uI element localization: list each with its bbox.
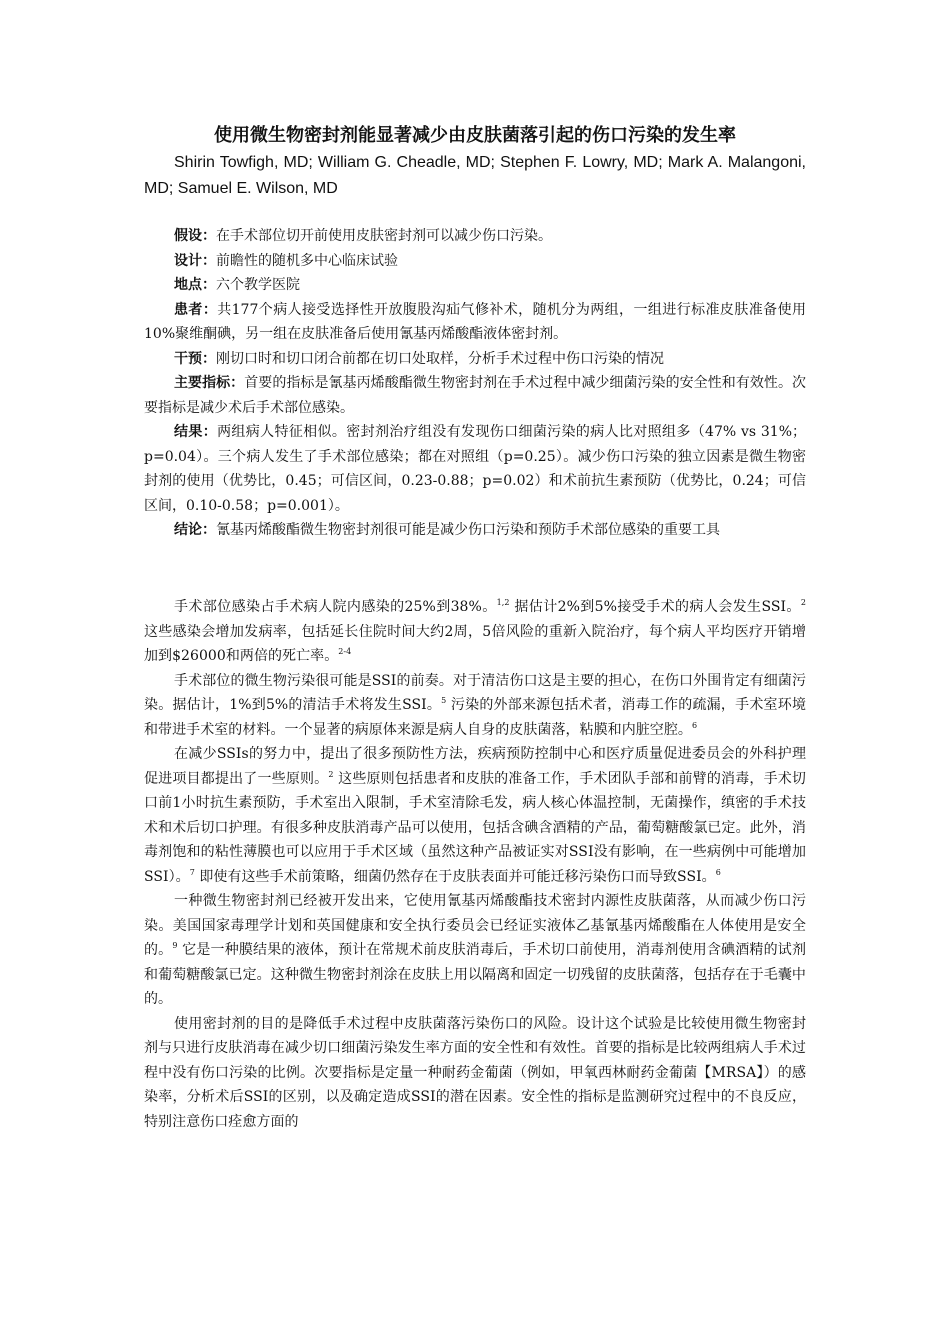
citation-superscript: 2-4 <box>338 647 352 656</box>
body-text-run: 在减少SSIs的努力中，提出了很多预防性方法，疾病预防控制中心和医疗质量促进委员会的外科护理促进项目都提出了一些原则。 <box>144 746 806 787</box>
body-text-run: 手术部位感染占手术病人院内感染的25%到38%。 <box>174 599 497 615</box>
abstract-label: 结果： <box>174 424 218 440</box>
body-paragraph <box>144 889 806 1012</box>
body-paragraph <box>144 742 806 889</box>
abstract-label: 假设： <box>174 228 216 244</box>
abstract-text: 六个教学医院 <box>216 277 300 293</box>
paper-title: 使用微生物密封剂能显著减少由皮肤菌落引起的伤口污染的发生率 <box>214 125 736 146</box>
body-text-run: 使用密封剂的目的是降低手术过程中皮肤菌落污染伤口的风险。设计这个试验是比较使用微生物密封剂与只进行皮肤消毒在减少切口细菌污染发生率方面的安全性和有效性。首要的指标是比较两组病人手术过程中没有伤口污染的比例。次要指标是定量一种耐药金葡菌（例如，甲氧西林耐药金葡菌【MRSA】）的感染率，分析术后SSI的区别，以及确定造成SSI的潜在因素。安全性的指标是监测研究过程中的不良反应，特别注意伤口痊愈方面的 <box>144 1015 806 1130</box>
abstract-text: 前瞻性的随机多中心临床试验 <box>216 252 398 269</box>
abstract-label: 设计： <box>174 252 216 269</box>
body-paragraph <box>144 595 806 669</box>
abstract-outcome-measures <box>144 371 806 420</box>
body-text-run: 这些感染会增加发病率，包括延长住院时间大约2周，5倍风险的重新入院治疗，每个病人平均医疗开销增加到$26000和两倍的死亡率。 <box>144 623 806 664</box>
citation-superscript: 6 <box>715 867 721 877</box>
citation-superscript: 7 <box>189 867 195 877</box>
abstract-setting <box>144 273 806 298</box>
body-text-run: 污染的外部来源包括术者，消毒工作的疏漏，手术室环境和带进手术室的材料。一个显著的病原体来源是病人自身的皮肤菌落，粘膜和内脏空腔。 <box>144 697 806 738</box>
abstract-text: 两组病人特征相似。密封剂治疗组没有发现伤口细菌污染的病人比对照组多（47% vs 31%；p=0.04）。三个病人发生了手术部位感染；都在对照组（p=0.25）。减少伤口污染的独立因素是微生物密封剂的使用（优势比，0.45；可信区间，0.23-0.88；p=0.02）和术前抗生素预防（优势比，0.24；可信区间，0.10-0.58；p=0.001）。 <box>144 424 806 514</box>
abstract-label: 地点： <box>174 277 216 293</box>
abstract-text: 共177个病人接受选择性开放腹股沟疝气修补术，随机分为两组，一组进行标准皮肤准备使用10%聚维酮碘，另一组在皮肤准备后使用氰基丙烯酸酯液体密封剂。 <box>144 301 806 342</box>
citation-superscript: 6 <box>691 720 698 730</box>
citation-superscript: 1,2 <box>496 598 510 607</box>
abstract-intervention <box>144 347 806 372</box>
abstract-design <box>144 249 806 274</box>
body-text-run: 手术部位的微生物污染很可能是SSI的前奏。对于清洁伤口这是主要的担心，在伤口外围肯定有细菌污染。据估计，1%到5%的清洁手术将发生SSI。 <box>144 672 806 713</box>
abstract-label: 结论： <box>174 522 216 538</box>
citation-superscript: 2 <box>328 769 334 779</box>
citation-superscript: 5 <box>441 696 447 705</box>
author-list: Shirin Towfigh, MD; William G. Cheadle, MD; Stephen F. Lowry, MD; Mark A. Malangoni, MD; Samuel E. Wilson, MD <box>144 154 806 197</box>
citation-superscript: 9 <box>172 941 178 950</box>
abstract-text: 首要的指标是氰基丙烯酸酯微生物密封剂在手术过程中减少细菌污染的安全性和有效性。次要指标是减少术后手术部位感染。 <box>144 375 807 416</box>
body-paragraph <box>144 669 806 743</box>
abstract-hypothesis <box>144 224 806 249</box>
abstract-patients <box>144 298 806 347</box>
body-text-run: 据估计2%到5%接受手术的病人会发生SSI。 <box>509 599 801 615</box>
abstract-conclusion <box>144 518 806 543</box>
citation-superscript: 2 <box>800 598 806 607</box>
abstract-text: 氰基丙烯酸酯微生物密封剂很可能是减少伤口污染和预防手术部位感染的重要工具 <box>216 522 720 538</box>
body-paragraph <box>144 1012 806 1135</box>
body-text-run: 即使有这些手术前策略，细菌仍然存在于皮肤表面并可能迁移污染伤口而导致SSI。 <box>194 868 716 885</box>
abstract-label: 主要指标： <box>174 375 245 391</box>
abstract-text: 在手术部位切开前使用皮肤密封剂可以减少伤口污染。 <box>216 228 552 244</box>
abstract <box>144 224 806 543</box>
body-text-run: 它是一种膜结果的液体，预计在常规术前皮肤消毒后，手术切口前使用，消毒剂使用含碘酒精的试剂和葡萄糖酸氯已定。这种微生物密封剂涂在皮肤上用以隔离和固定一切残留的皮肤菌落，包括存在于毛囊中的。 <box>144 942 806 1007</box>
abstract-text: 刚切口时和切口闭合前都在切口处取样，分析手术过程中伤口污染的情况 <box>216 350 664 367</box>
body-text <box>144 595 806 1134</box>
abstract-label: 干预： <box>174 350 216 367</box>
abstract-results <box>144 420 806 518</box>
body-text-run: 一种微生物密封剂已经被开发出来，它使用氰基丙烯酸酯技术密封内源性皮肤菌落，从而减少伤口污染。美国国家毒理学计划和英国健康和安全执行委员会已经证实液体乙基氰基丙烯酸酯在人体使用是安全的。 <box>144 893 806 958</box>
body-text-run: 这些原则包括患者和皮肤的准备工作，手术团队手部和前臂的消毒，手术切口前1小时抗生素预防，手术室出入限制，手术室清除毛发，病人核心体温控制，无菌操作，缜密的手术技术和术后切口护理。有很多种皮肤消毒产品可以使用，包括含碘含酒精的产品，葡萄糖酸氯已定。此外，消毒剂饱和的粘性薄膜也可以应用于手术区域（虽然这种产品被证实对SSI没有影响，在一些病例中可能增加SSI）。 <box>144 770 806 885</box>
abstract-label: 患者： <box>174 301 218 318</box>
